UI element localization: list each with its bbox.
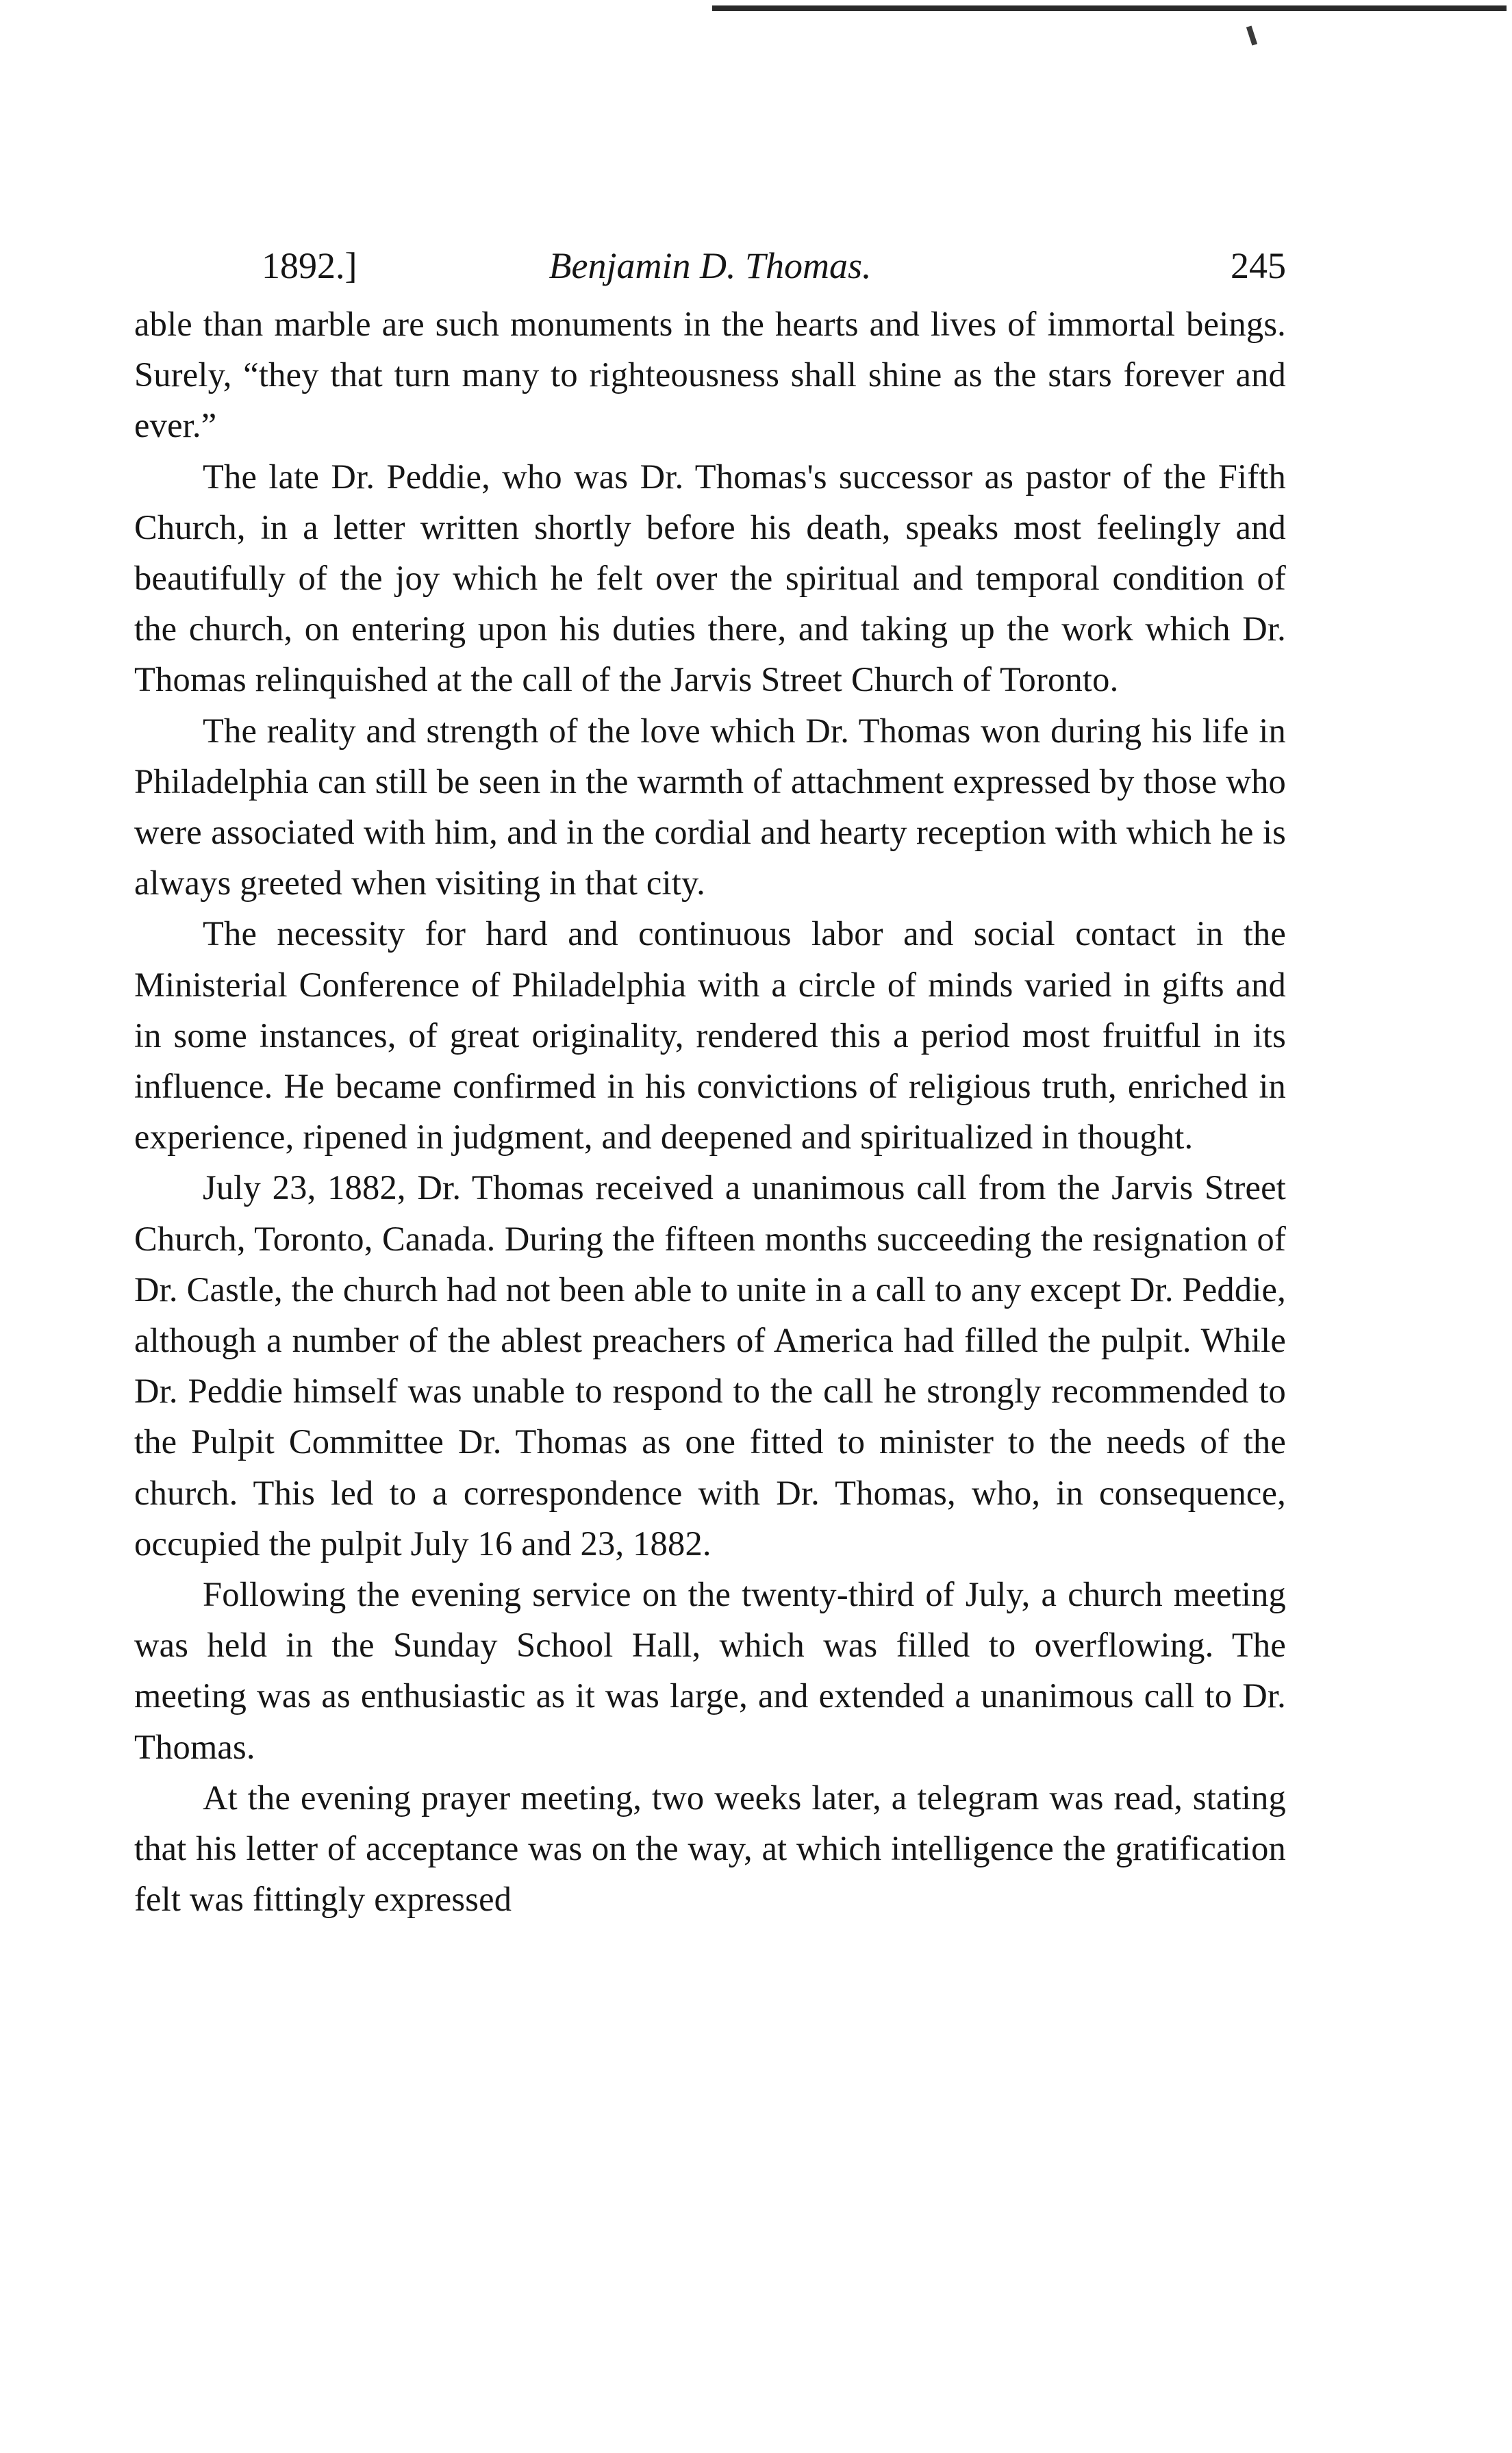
page-number: 245 [1231,245,1286,286]
paragraph-ministerial-conference: The necessity for hard and continuous labor and social contact in the Ministerial Conference of Philadelphia with a circle of minds varied in gifts and in some instances, of great originality, rendered this a period most fruitful in its influence. He became confirmed in his convictions of religious truth, enriched in experience, ripened in judgment, and deepened and spiritualized in thought. [134,914,1286,1157]
paragraph-peddie-letter: The late Dr. Peddie, who was Dr. Thomas's successor as pastor of the Fifth Church, in a letter written shortly before his death, speaks most feelingly and beautifully of the joy which he felt over the spiritual and temporal condition of the church, on entering upon his duties there, and taking up the work which Dr. Thomas relinquished at the call of the Jarvis Street Church of Toronto. [134,457,1286,699]
running-head-year: 1892.] [262,245,357,286]
paragraph-telegram: At the evening prayer meeting, two weeks later, a telegram was read, stating that his letter of acceptance was on the way, at which intelligence the gratification felt was fittingly expressed [134,1778,1286,1919]
running-head-title: Benjamin D. Thomas. [549,245,872,286]
paragraph-philadelphia-love: The reality and strength of the love which Dr. Thomas won during his life in Philadelphia can still be seen in the warmth of attachment expressed by those who were associated with him, and in the cordial and hearty reception with which he is always greeted when visiting in that city. [134,711,1286,903]
running-head [134,233,1286,299]
body-text [134,299,1286,1925]
paragraph-continued: able than marble are such monuments in the hearts and lives of immortal beings. Surely, “they that turn many to righteousness shall shine as the stars forever and ever.” [134,305,1286,445]
paragraph-jarvis-call: July 23, 1882, Dr. Thomas received a unanimous call from the Jarvis Street Church, Toronto, Canada. During the fifteen months succeeding the resignation of Dr. Castle, the church had not been able to unite in a call to any except Dr. Peddie, although a number of the ablest preachers of America had filled the pulpit. While Dr. Peddie himself was unable to respond to the call he strongly recommended to the Pulpit Committee Dr. Thomas as one fitted to minister to the needs of the church. This led to a correspondence with Dr. Thomas, who, in consequence, occupied the pulpit July 16 and 23, 1882. [134,1168,1286,1563]
book-page [134,233,1286,1925]
paragraph-church-meeting: Following the evening service on the twenty-third of July, a church meeting was held in the Sunday School Hall, which was filled to overflowing. The meeting was as enthusiastic as it was large, and extended a unanimous call to Dr. Thomas. [134,1575,1286,1766]
scan-edge-mark [712,5,1507,11]
scan-speck-mark [1246,25,1257,45]
